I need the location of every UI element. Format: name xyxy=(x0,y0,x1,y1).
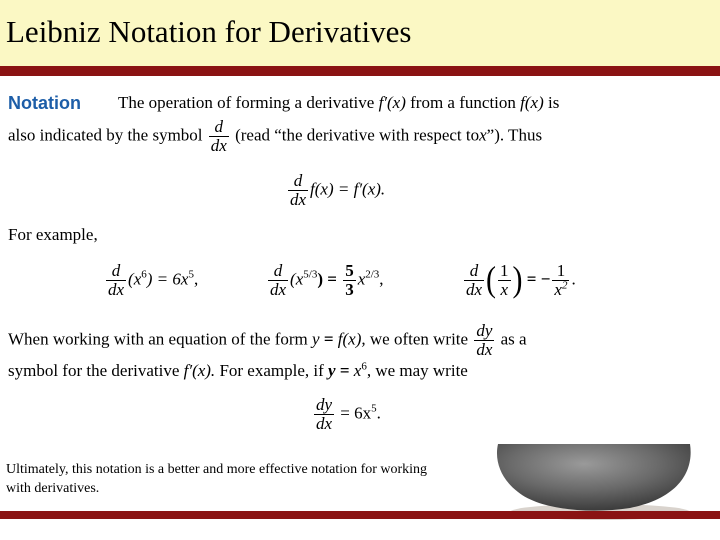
frac-num: 5 xyxy=(345,261,354,280)
ex2-exp: 5/3 xyxy=(303,268,318,281)
d-dx-fraction xyxy=(464,262,484,299)
frac-den: dx xyxy=(270,279,287,299)
para1-line2-text-c: ”). Thus xyxy=(486,125,543,145)
caption-text: Ultimately, this notation is a better and more effective notation for working with derivatives. xyxy=(6,462,428,496)
frac-num: dy xyxy=(316,395,333,414)
ex2-a: (x xyxy=(290,269,304,289)
frac-den: dx xyxy=(108,279,125,299)
para2-x6exp: 6 xyxy=(361,360,367,373)
d-dx-symbol xyxy=(209,118,229,155)
bottom-divider xyxy=(0,511,720,519)
right-paren: ) xyxy=(512,259,523,300)
frac-num: d xyxy=(214,117,224,136)
para1-text3: is xyxy=(547,93,560,112)
frac-den: 3 xyxy=(345,279,354,299)
para1-line1 xyxy=(118,93,559,113)
example-1 xyxy=(104,262,198,299)
ex2-c: x xyxy=(357,269,366,289)
frac-num: d xyxy=(293,171,303,190)
ex1-exp: 6 xyxy=(141,268,147,281)
ex1-a: (x xyxy=(128,269,142,289)
last-end: . xyxy=(376,403,381,423)
para2-eq: = xyxy=(323,329,334,349)
para2-y2: y xyxy=(328,361,336,380)
para2-y: y xyxy=(312,329,320,349)
para2-line1 xyxy=(8,322,527,359)
para2-x6: x xyxy=(353,361,362,380)
title-bar xyxy=(0,0,720,66)
frac-num: 1 xyxy=(556,261,566,280)
para2-d: symbol for the derivative xyxy=(8,361,180,380)
ex3-den2: x xyxy=(554,279,562,299)
ex3-eq: = − xyxy=(526,269,551,289)
display-equation-last xyxy=(312,396,381,433)
display-equation-1 xyxy=(286,172,385,209)
left-paren: ( xyxy=(486,259,497,300)
para1-text2: from a function xyxy=(410,93,516,112)
slide-title: Leibniz Notation for Derivatives xyxy=(6,14,412,49)
frac-num: d xyxy=(469,261,479,280)
para2-line2 xyxy=(8,361,468,381)
frac-num: d xyxy=(111,261,121,280)
rock-image xyxy=(480,440,700,520)
para2-b: we often write xyxy=(369,329,469,349)
frac-den: dx xyxy=(466,279,483,299)
para2-a: When working with an equation of the form xyxy=(8,329,308,349)
frac-num: dy xyxy=(476,321,493,340)
para2-fx: f(x), xyxy=(337,329,366,349)
frac-num: d xyxy=(273,261,283,280)
para1-line2-text-b: (read “the derivative with respect to xyxy=(235,125,480,145)
ex2-exp2: 2/3 xyxy=(365,268,380,281)
para1-fx: f(x) xyxy=(520,93,544,112)
para1-line2-x: x xyxy=(479,125,487,145)
ex1-b: ) = 6x xyxy=(146,269,189,289)
five-thirds-fraction xyxy=(343,262,356,299)
ex3-end: . xyxy=(571,269,576,289)
one-over-x2-fraction xyxy=(552,262,569,299)
frac-den: dx xyxy=(210,135,227,155)
frac-den: dx xyxy=(476,339,493,359)
d-dx-fraction xyxy=(106,262,126,299)
top-divider xyxy=(0,66,720,76)
ex2-d: , xyxy=(379,269,384,289)
for-example-label: For example, xyxy=(8,225,98,244)
ex1-exp2: 5 xyxy=(188,268,194,281)
notation-keyword: Notation xyxy=(8,93,81,113)
ex3-exp: 2 xyxy=(561,279,568,292)
para2-eq2: = xyxy=(339,361,350,380)
frac-den xyxy=(552,280,569,299)
frac-den: x xyxy=(498,280,511,299)
para1-fprime: f′(x) xyxy=(378,93,406,112)
example-2 xyxy=(266,262,384,299)
para2-c: as a xyxy=(500,329,527,349)
frac-num: 1 xyxy=(500,261,509,280)
para1-line2-text-a: also indicated by the symbol xyxy=(8,125,203,145)
ex1-c: , xyxy=(193,269,199,289)
para2-fp: f′(x). xyxy=(183,361,216,380)
ex2-b: ) = xyxy=(317,269,337,289)
dy-dx-symbol xyxy=(474,322,494,359)
last-exp: 5 xyxy=(371,402,377,415)
para1-line2 xyxy=(8,118,542,155)
d-dx-fraction xyxy=(268,262,288,299)
last-rhs: = 6x xyxy=(340,403,372,423)
example-3 xyxy=(462,259,576,300)
para1-text1: The operation of forming a derivative xyxy=(118,93,375,112)
d-dx-fraction xyxy=(288,172,308,209)
dy-dx-fraction xyxy=(314,396,334,433)
frac-den: dx xyxy=(290,189,307,209)
display1-rhs: f(x) = f′(x). xyxy=(310,179,386,199)
para2-f: , we may write xyxy=(366,361,468,380)
one-over-x-fraction xyxy=(498,262,511,299)
para2-e: For example, if xyxy=(219,361,324,380)
frac-den: dx xyxy=(316,413,333,433)
